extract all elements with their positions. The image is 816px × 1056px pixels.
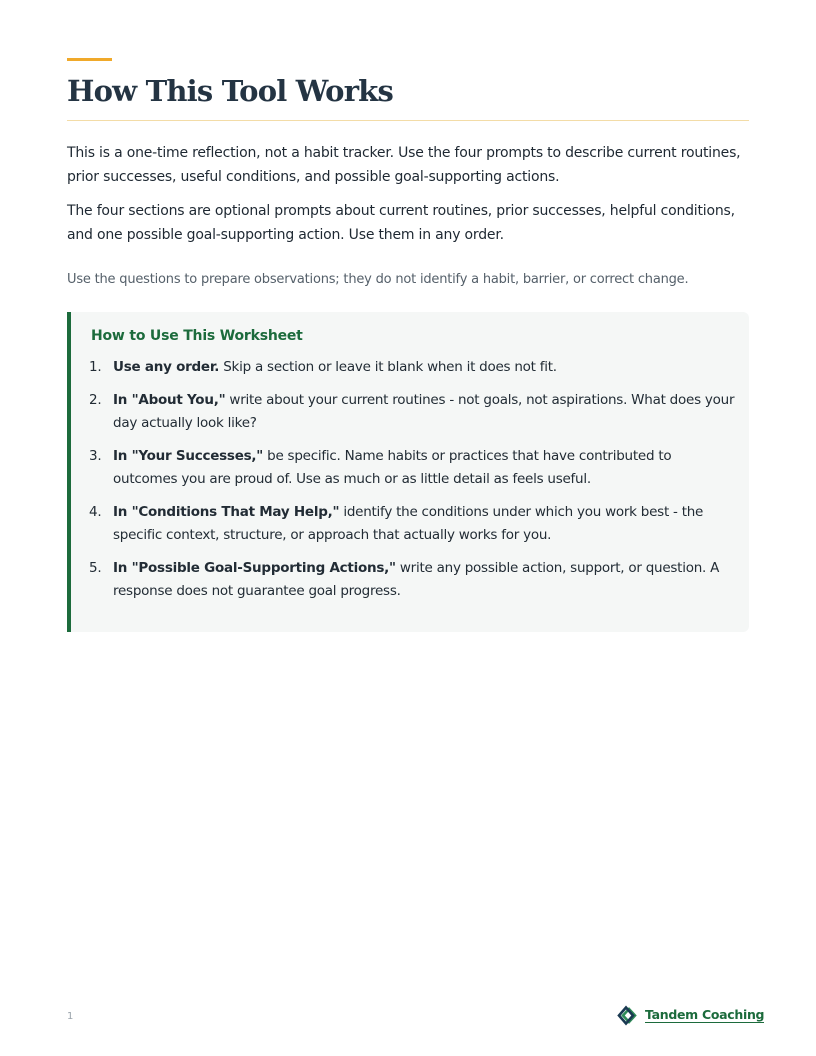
intro-paragraph: The four sections are optional prompts about current routines, prior successes, helpful conditions, and one possible goal-supporting action. Use them in any order. xyxy=(67,203,735,243)
steps-list xyxy=(89,356,739,613)
step-lead: Use any order. xyxy=(113,359,220,375)
list-item xyxy=(89,356,739,379)
step-number: 3. xyxy=(89,448,102,464)
page-number: 1 xyxy=(67,1011,74,1022)
step-lead: In "Conditions That May Help," xyxy=(113,504,340,520)
brand-name: Tandem Coaching xyxy=(645,1007,765,1022)
step-lead: In "About You," xyxy=(113,392,226,408)
step-number: 1. xyxy=(89,359,102,375)
footer-brand xyxy=(614,1004,764,1027)
intro-paragraph: This is a one-time reflection, not a habit tracker. Use the four prompts to describe current routines, prior successes, useful conditions, and possible goal-supporting actions. xyxy=(67,145,741,185)
step-lead: In "Your Successes," xyxy=(113,448,264,464)
step-number: 5. xyxy=(89,560,102,576)
diamond-logo-icon xyxy=(614,1004,641,1027)
title-divider xyxy=(67,120,749,121)
list-item xyxy=(89,557,739,603)
step-lead: In "Possible Goal-Supporting Actions," xyxy=(113,560,396,576)
list-item xyxy=(89,389,739,435)
list-item xyxy=(89,501,739,547)
step-number: 2. xyxy=(89,392,102,408)
step-text: be specific. Name habits or practices that have contributed to outcomes you are proud of. Use as much or as little detail as feels useful. xyxy=(113,448,672,487)
step-text: write about your current routines - not goals, not aspirations. What does your day actually look like? xyxy=(113,392,735,431)
step-text: write any possible action, support, or question. A response does not guarantee goal progress. xyxy=(113,560,720,599)
step-text: identify the conditions under which you work best - the specific context, structure, or approach that actually works for you. xyxy=(113,504,704,543)
page-title: How This Tool Works xyxy=(67,74,394,108)
title-accent-bar xyxy=(67,58,112,61)
step-text: Skip a section or leave it blank when it does not fit. xyxy=(219,359,557,375)
list-item xyxy=(89,445,739,491)
callout-title: How to Use This Worksheet xyxy=(91,328,303,344)
how-to-callout xyxy=(67,312,749,632)
step-number: 4. xyxy=(89,504,102,520)
usage-note: Use the questions to prepare observations; they do not identify a habit, barrier, or correct change. xyxy=(67,272,689,287)
